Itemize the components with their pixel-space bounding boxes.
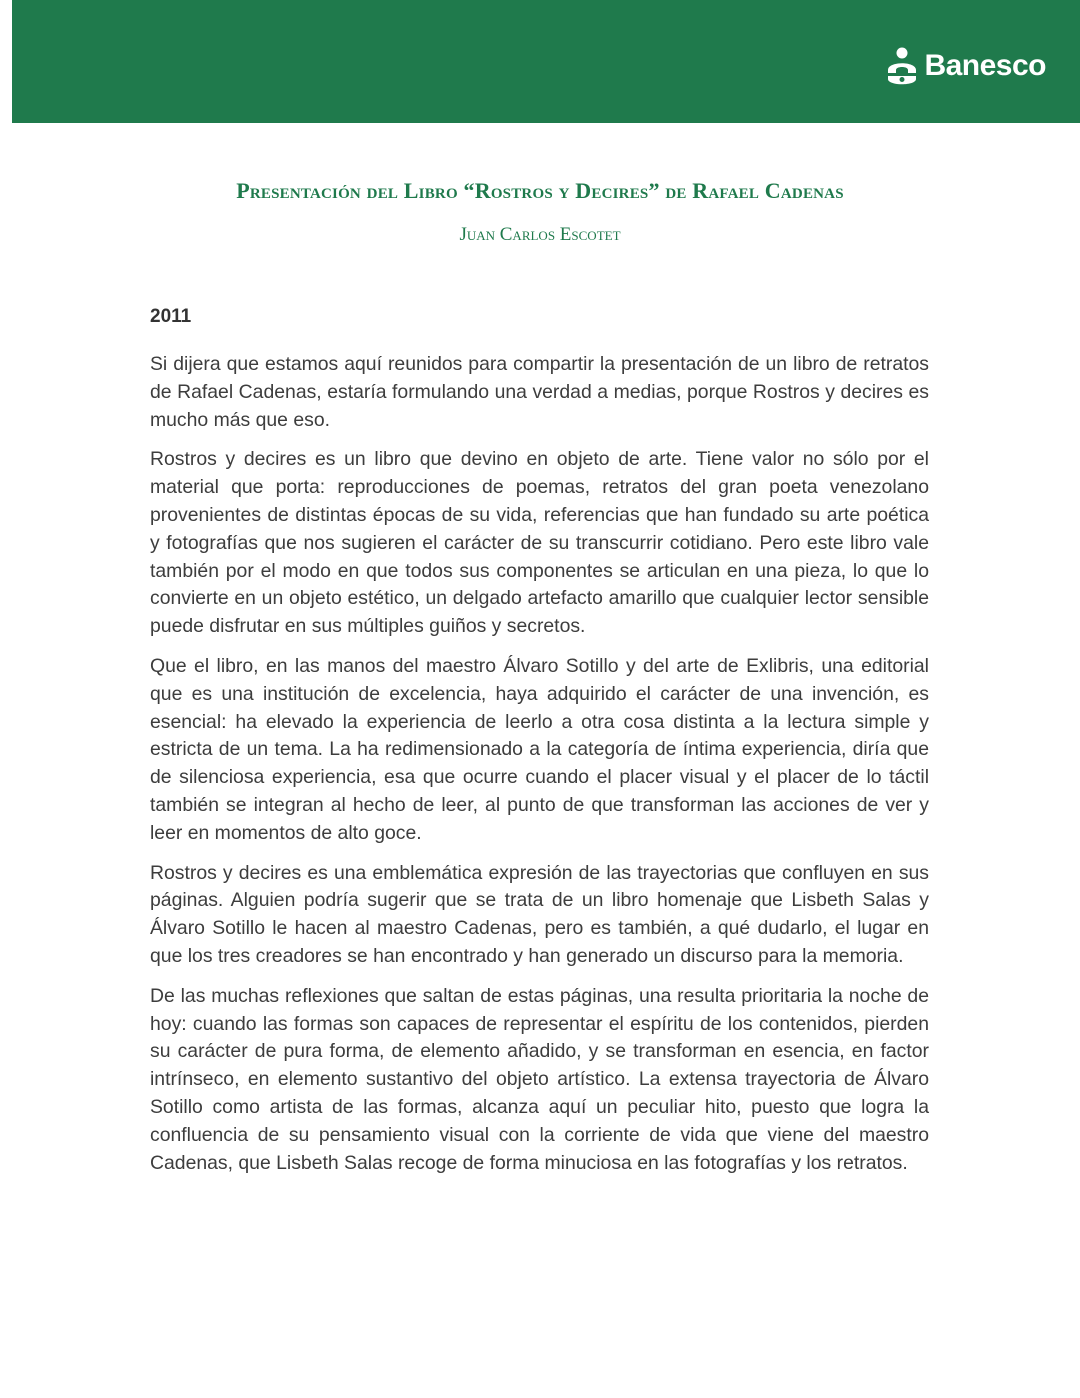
paragraph: Que el libro, en las manos del maestro Álvaro Sotillo y del arte de Exlibris, una editorial que es una institución de excelencia, haya adquirido el carácter de una invención, es esencial: ha elevado la experiencia de leerlo a otra cosa distinta a la lectura simple y estricta de un tema. La ha redimensionado a la categoría de íntima experiencia, diría que de silenciosa experiencia, esa que ocurre cuando el placer visual y el placer de lo táctil también se integran al hecho de leer, al punto de que transforman las acciones de ver y leer en momentos de alto goce. — [150, 654, 929, 844]
brand-name: Banesco — [924, 49, 1046, 82]
banesco-logo-icon — [884, 46, 920, 86]
paragraph: Rostros y decires es una emblemática expresión de las trayectorias que confluyen en sus páginas. Alguien podría sugerir que se trata de un libro homenaje que Lisbeth Salas y Álvaro Sotillo le hacen al maestro Cadenas, pero es también, a qué dudarlo, el lugar en que los tres creadores se han encontrado y han generado un discurso para la memoria. — [150, 861, 929, 967]
paragraph: Si dijera que estamos aquí reunidos para compartir la presentación de un libro de retratos de Rafael Cadenas, estaría formulando una verdad a medias, porque Rostros y decires es mucho más que eso. — [150, 353, 929, 431]
document-year: 2011 — [150, 306, 192, 327]
brand-logo — [884, 46, 1046, 86]
document-body — [150, 303, 929, 1189]
paragraph: De las muchas reflexiones que saltan de estas páginas, una resulta prioritaria la noche de hoy: cuando las formas son capaces de representar el espíritu de los contenidos, pierden su carácter de pura forma, de elemento añadido, y se transforman en esencia, en factor intrínseco, en elemento sustantivo del objeto artístico. La extensa trayectoria de Álvaro Sotillo como artista de las formas, alcanza aquí un peculiar hito, puesto que logra la confluencia de su pensamiento visual con la corriente de vida que viene del maestro Cadenas, que Lisbeth Salas recoge de forma minuciosa en las fotografías y los retratos. — [150, 984, 929, 1174]
paragraph: Rostros y decires es un libro que devino en objeto de arte. Tiene valor no sólo por el material que porta: reproducciones de poemas, retratos del gran poeta venezolano provenientes de distintas épocas de su vida, referencias que han fundado su arte poética y fotografías que nos sugieren el carácter de su transcurrir cotidiano. Pero este libro vale también por el modo en que todos sus componentes se articulan en una pieza, lo que lo convierte en un objeto estético, un delgado artefacto amarillo que cualquier lector sensible puede disfrutar en sus múltiples guiños y secretos. — [150, 448, 929, 638]
document-author: Juan Carlos Escotet — [459, 224, 621, 245]
header-band — [12, 0, 1080, 123]
document-title: Presentación del Libro “Rostros y Decires” de Rafael Cadenas — [236, 178, 844, 203]
